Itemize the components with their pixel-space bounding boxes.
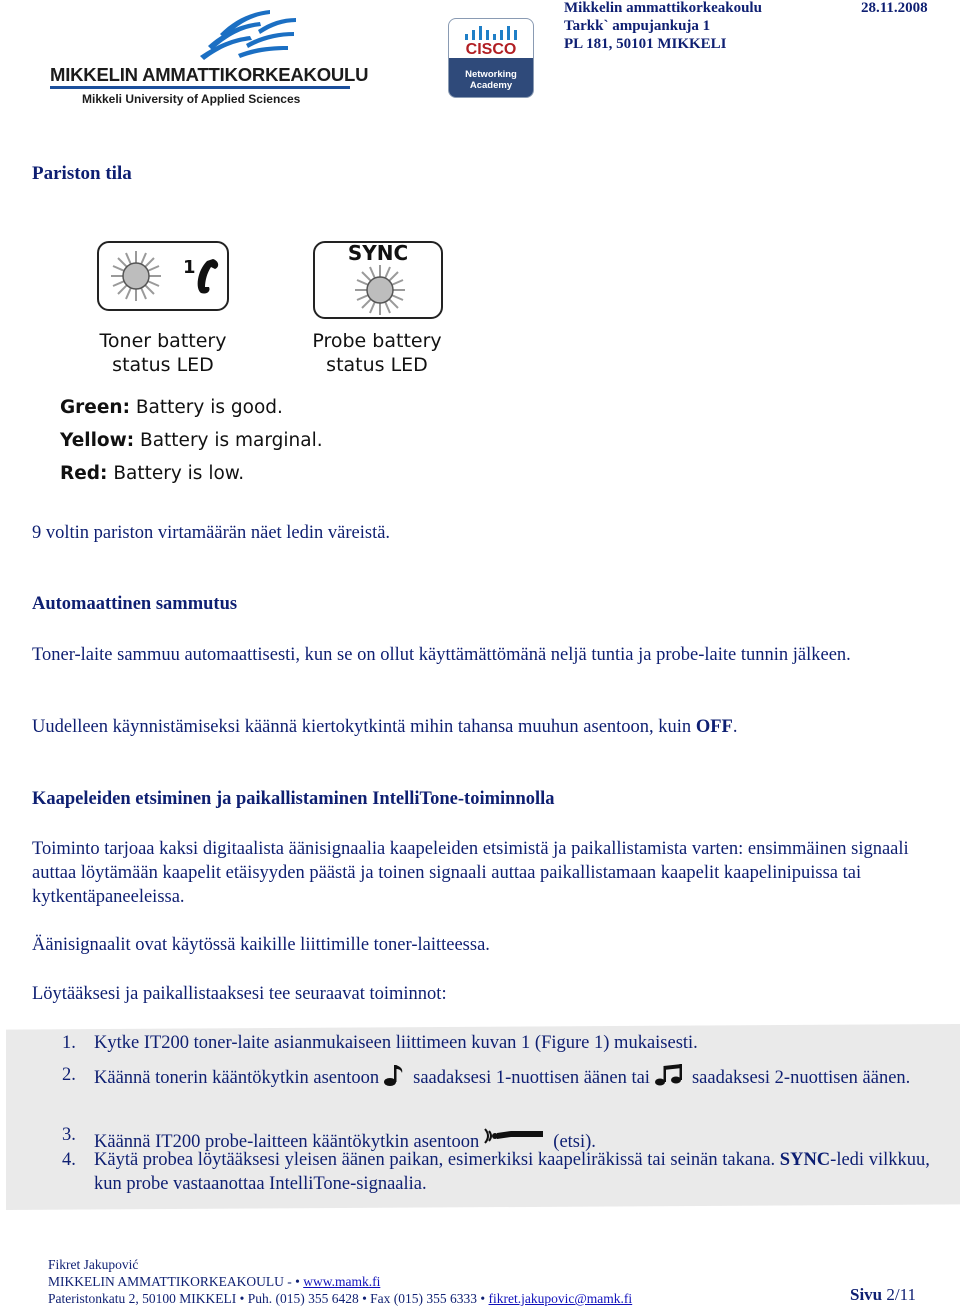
footer-address-line bbox=[48, 1291, 632, 1307]
auto-shutdown-paragraph: Toner-laite sammuu automaattisesti, kun se on ollut käyttämättömänä neljä tuntia ja probe-laite tunnin jälkeen. bbox=[32, 645, 851, 665]
mamk-logo bbox=[48, 4, 369, 108]
toner-number-label: 1 bbox=[183, 257, 196, 278]
restart-period: . bbox=[732, 717, 738, 737]
header-street: Tarkk` ampujankuja 1 bbox=[564, 18, 711, 34]
section-heading-intellitone: Kaapeleiden etsiminen ja paikallistaminen IntelliTone-toiminnolla bbox=[32, 789, 555, 809]
legend-yellow-text: Battery is marginal. bbox=[134, 430, 323, 451]
step-4-text-b: -ledi vilkkuu, kun probe vastaanottaa IntelliTone-signaalia. bbox=[94, 1150, 930, 1194]
restart-paragraph bbox=[32, 715, 737, 739]
legend-red-text: Battery is low. bbox=[107, 463, 245, 484]
cisco-logo-icon bbox=[448, 18, 534, 98]
battery-paragraph: 9 voltin pariston virtamäärän näet ledin väreistä. bbox=[32, 523, 391, 543]
tone-signals-paragraph: Äänisignaalit ovat käytössä kaikille liittimille toner-laitteessa. bbox=[32, 935, 490, 955]
toner-led-panel bbox=[97, 241, 229, 311]
footer-org-line bbox=[48, 1274, 380, 1290]
step-4-number: 4. bbox=[62, 1150, 76, 1170]
footer-email-link[interactable]: fikret.jakupovic@mamk.fi bbox=[488, 1291, 633, 1306]
restart-text: Uudelleen käynnistämiseksi käännä kiertokytkintä mihin tahansa muuhun asentoon, kuin bbox=[32, 717, 696, 737]
step-4-text bbox=[94, 1148, 934, 1196]
footer-org: MIKKELIN AMMATTIKORKEAKOULU - • bbox=[48, 1274, 304, 1289]
sync-led-label: SYNC bbox=[347, 241, 409, 265]
step-3-text-a: Käännä IT200 probe-laitteen kääntökytkin asentoon bbox=[94, 1132, 480, 1152]
step-2-text-a: Käännä tonerin kääntökytkin asentoon bbox=[94, 1068, 380, 1088]
legend-green bbox=[60, 397, 283, 418]
single-note-icon bbox=[383, 1063, 405, 1087]
legend-green-key: Green: bbox=[60, 397, 130, 418]
page-label: Sivu bbox=[850, 1285, 883, 1304]
cisco-academy-text: Networking Academy bbox=[465, 69, 517, 91]
probe-caption-line-2: status LED bbox=[326, 354, 428, 376]
mamk-emblem-icon bbox=[198, 4, 298, 62]
probe-search-icon bbox=[483, 1123, 545, 1149]
legend-red-key: Red: bbox=[60, 463, 108, 484]
footer-website-link[interactable]: www.mamk.fi bbox=[303, 1274, 381, 1289]
step-4-text-a: Käytä probea löytääksesi yleisen äänen paikan, esimerkiksi kaapeliräkissä tai seinän takana. bbox=[94, 1150, 780, 1170]
toner-caption-line-1: Toner battery bbox=[99, 330, 227, 352]
phone-handset-icon bbox=[193, 255, 221, 297]
header-organization: Mikkelin ammattikorkeakoulu bbox=[564, 0, 762, 16]
section-heading-auto-shutdown: Automaattinen sammutus bbox=[32, 594, 238, 614]
legend-yellow-key: Yellow: bbox=[60, 430, 135, 451]
section-heading-battery: Pariston tila bbox=[32, 163, 132, 184]
mamk-logo-subtitle: Mikkeli University of Applied Sciences bbox=[82, 92, 301, 106]
step-2-text bbox=[94, 1063, 914, 1090]
intellitone-paragraph: Toiminto tarjoaa kaksi digitaalista äänisignaalia kaapeleiden etsimistä ja paikallistamista varten: ensimmäinen signaali auttaa löytämään kaapelit etäisyyden päästä ja toinen signaali auttaa paikallistamaan kaapelit kaapelinipuissa tai kytkentäpaneeleissa. bbox=[32, 839, 909, 907]
page-number: 2/11 bbox=[886, 1285, 916, 1304]
led-starburst-icon bbox=[109, 249, 163, 303]
step-1-text: Kytke IT200 toner-laite asianmukaiseen liittimeen kuvan 1 (Figure 1) mukaisesti. bbox=[94, 1033, 698, 1053]
step-3-number: 3. bbox=[62, 1125, 76, 1145]
footer-author: Fikret Jakupović bbox=[48, 1257, 139, 1272]
header-postal: PL 181, 50101 MIKKELI bbox=[564, 36, 727, 52]
probe-battery-caption bbox=[306, 329, 448, 377]
footer-page-indicator bbox=[850, 1285, 916, 1305]
toner-battery-caption bbox=[92, 329, 234, 377]
probe-caption-line-1: Probe battery bbox=[312, 330, 442, 352]
steps-intro-paragraph: Löytääksesi ja paikallistaaksesi tee seuraavat toiminnot: bbox=[32, 984, 447, 1004]
step-1-number: 1. bbox=[62, 1033, 76, 1053]
double-note-icon bbox=[654, 1063, 684, 1087]
footer-address: Pateristonkatu 2, 50100 MIKKELI • Puh. (015) 355 6428 • Fax (015) 355 6333 • bbox=[48, 1291, 489, 1306]
legend-red bbox=[60, 463, 244, 484]
header-date: 28.11.2008 bbox=[861, 0, 928, 16]
toner-caption-line-2: status LED bbox=[112, 354, 214, 376]
cisco-bars-icon bbox=[463, 25, 519, 41]
legend-yellow bbox=[60, 430, 323, 451]
led-starburst-icon bbox=[353, 263, 407, 317]
step-2-number: 2. bbox=[62, 1065, 76, 1085]
cisco-wordmark: CISCO bbox=[465, 41, 517, 58]
sync-keyword: SYNC bbox=[779, 1150, 831, 1170]
legend-green-text: Battery is good. bbox=[129, 397, 283, 418]
step-3-text-b: (etsi). bbox=[553, 1132, 596, 1152]
step-2-text-c: saadaksesi 2-nuottisen äänen. bbox=[691, 1068, 911, 1088]
mamk-logo-rule bbox=[50, 86, 350, 89]
off-keyword: OFF bbox=[695, 717, 733, 737]
mamk-logo-name: MIKKELIN AMMATTIKORKEAKOULU bbox=[50, 64, 369, 85]
step-2-text-b: saadaksesi 1-nuottisen äänen tai bbox=[413, 1068, 650, 1088]
